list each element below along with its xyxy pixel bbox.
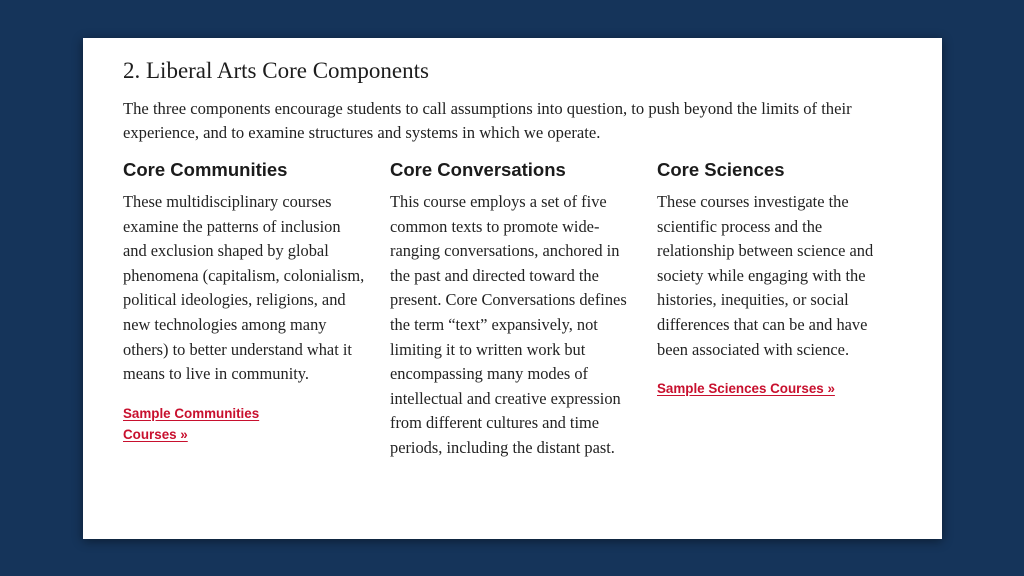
- core-columns: [123, 158, 902, 461]
- sample-sciences-courses-link[interactable]: Sample Sciences Courses »: [657, 381, 835, 397]
- column-core-sciences: [657, 158, 901, 461]
- sample-communities-courses-link[interactable]: Sample Communities Courses »: [123, 405, 260, 442]
- column-title: Core Conversations: [390, 159, 566, 180]
- content-card: [83, 38, 942, 539]
- column-title: Core Communities: [123, 159, 288, 180]
- column-description: This course employs a set of five common texts to promote wide-ranging conversations, anchored in the past and directed toward the present. Core Conversations defines the term “text” expansively, not limiting it to written work but encompassing many modes of intellectual and creative expression from different cultures and time periods, including the distant past.: [390, 192, 627, 457]
- section-intro: The three components encourage students to call assumptions into question, to push beyond the limits of their experience, and to examine structures and systems in which we operate.: [123, 99, 852, 142]
- column-core-communities: [123, 158, 367, 461]
- column-title: Core Sciences: [657, 159, 785, 180]
- column-description: These multidisciplinary courses examine the patterns of inclusion and exclusion shaped by global phenomena (capitalism, colonialism, political ideologies, religions, and new technologies among many others) to better understand what it means to live in community.: [123, 192, 365, 384]
- column-description: These courses investigate the scientific process and the relationship between science and society while engaging with the histories, inequities, or social differences that can be and have been associated with science.: [657, 192, 874, 359]
- column-core-conversations: [390, 158, 634, 461]
- section-title: 2. Liberal Arts Core Components: [123, 58, 429, 83]
